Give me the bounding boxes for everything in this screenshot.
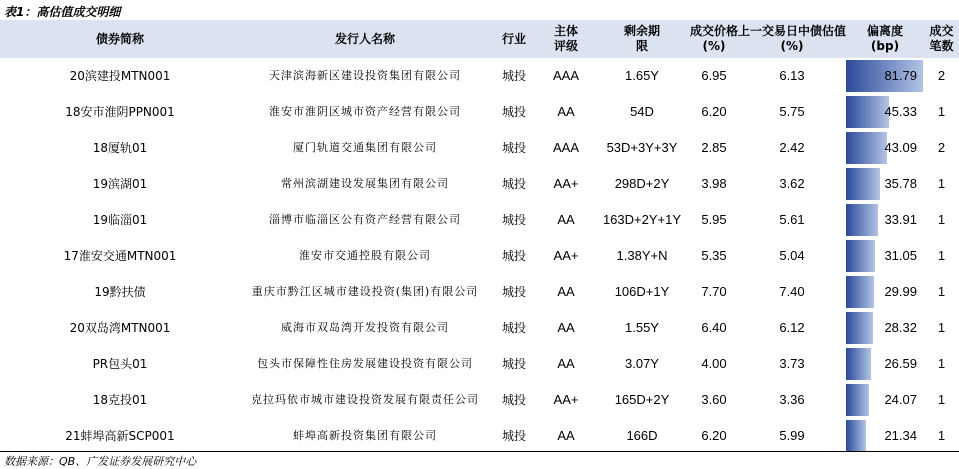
table-row: [0, 238, 959, 274]
prev-valuation-cell: 5.04: [779, 248, 805, 263]
prev-valuation-cell: 3.36: [779, 392, 805, 407]
price-cell: 6.95: [701, 68, 727, 83]
term-cell: 163D+2Y+1Y: [602, 212, 682, 227]
deviation-cell: [846, 274, 924, 310]
issuer-cell: 蚌埠高新投资集团有限公司: [293, 429, 437, 442]
bond-name-cell: 19滨湖01: [92, 177, 148, 191]
rating-cell: AA+: [553, 248, 579, 263]
issuer-cell: 天津滨海新区建设投资集团有限公司: [269, 69, 461, 82]
term-cell: 106D+1Y: [614, 284, 670, 299]
header-rating: 主体评级: [553, 24, 578, 53]
bond-name-cell: 20滨建投MTN001: [69, 69, 171, 83]
rating-cell: AAA: [552, 140, 579, 155]
trade-count-cell: 2: [937, 140, 946, 155]
issuer-cell: 克拉玛依市城市建设投资发展有限责任公司: [251, 393, 479, 406]
deviation-bar: [846, 132, 887, 164]
price-cell: 6.20: [701, 104, 727, 119]
bond-name-cell: 18克投01: [92, 393, 148, 407]
industry-cell: 城投: [501, 321, 526, 335]
issuer-cell: 威海市双岛湾开发投资有限公司: [281, 321, 449, 334]
prev-valuation-cell: 5.99: [779, 428, 805, 443]
price-cell: 6.40: [701, 320, 727, 335]
table-row: [0, 202, 959, 238]
table-row: [0, 310, 959, 346]
deviation-bar: [846, 96, 889, 128]
deviation-cell: [846, 238, 924, 274]
bond-name-cell: 21蚌埠高新SCP001: [65, 429, 175, 443]
deviation-value: 26.59: [884, 356, 917, 371]
deviation-bar: [846, 348, 871, 380]
trade-count-cell: 1: [937, 284, 946, 299]
deviation-cell: [846, 58, 924, 94]
deviation-value: 24.07: [884, 392, 917, 407]
price-cell: 3.60: [701, 392, 727, 407]
term-cell: 165D+2Y: [614, 392, 670, 407]
deviation-cell: [846, 346, 924, 382]
issuer-cell: 淮安市淮阴区城市资产经营有限公司: [269, 105, 461, 118]
issuer-cell: 包头市保障性住房发展建设投资有限公司: [257, 357, 473, 370]
table-row: [0, 58, 959, 94]
term-cell: 1.55Y: [625, 320, 659, 335]
header-prev-valuation: 上一交易日中债估值(%): [738, 24, 847, 53]
prev-valuation-cell: 6.13: [779, 68, 805, 83]
rating-cell: AA+: [553, 176, 579, 191]
table-row: [0, 274, 959, 310]
source-note: 数据来源：QB、广发证券发展研究中心: [4, 455, 197, 468]
price-cell: 2.85: [701, 140, 727, 155]
deviation-value: 28.32: [884, 320, 917, 335]
header-name: 债券简称: [95, 31, 144, 46]
deviation-value: 45.33: [884, 104, 917, 119]
deviation-bar: [846, 168, 880, 200]
table-row: [0, 94, 959, 130]
price-cell: 4.00: [701, 356, 727, 371]
industry-cell: 城投: [501, 177, 526, 191]
prev-valuation-cell: 6.12: [779, 320, 805, 335]
price-cell: 3.98: [701, 176, 727, 191]
trade-count-cell: 1: [937, 392, 946, 407]
deviation-value: 31.05: [884, 248, 917, 263]
header-count: 成交笔数: [929, 24, 954, 53]
table-row: [0, 166, 959, 202]
prev-valuation-cell: 5.61: [779, 212, 805, 227]
industry-cell: 城投: [501, 141, 526, 155]
deviation-value: 43.09: [884, 140, 917, 155]
price-cell: 5.95: [701, 212, 727, 227]
industry-cell: 城投: [501, 357, 526, 371]
deviation-bar: [846, 384, 869, 416]
rating-cell: AA: [557, 356, 575, 371]
header-price: 成交价格(%): [690, 24, 739, 53]
deviation-bar: [846, 312, 873, 344]
issuer-cell: 厦门轨道交通集团有限公司: [293, 141, 437, 154]
term-cell: 1.38Y+N: [616, 248, 668, 263]
trade-count-cell: 1: [937, 212, 946, 227]
issuer-cell: 常州滨湖建设发展集团有限公司: [281, 177, 449, 190]
deviation-cell: [846, 130, 924, 166]
trade-count-cell: 2: [937, 68, 946, 83]
bond-name-cell: 17淮安交通MTN001: [63, 249, 177, 263]
rating-cell: AA: [557, 320, 575, 335]
deviation-bar: [846, 240, 875, 272]
bond-name-cell: 18厦轨01: [92, 141, 148, 155]
industry-cell: 城投: [501, 69, 526, 83]
header-deviation: 偏离度(bp): [866, 24, 903, 53]
trade-count-cell: 1: [937, 104, 946, 119]
rating-cell: AA+: [553, 392, 579, 407]
rating-cell: AA: [557, 284, 575, 299]
table-title: 表1：高估值成交明细: [4, 5, 121, 19]
term-cell: 1.65Y: [625, 68, 659, 83]
price-cell: 7.70: [701, 284, 727, 299]
term-cell: 3.07Y: [625, 356, 659, 371]
deviation-cell: [846, 310, 924, 346]
header-row: [0, 20, 959, 58]
bond-name-cell: 19黔扶债: [94, 285, 146, 299]
prev-valuation-cell: 5.75: [779, 104, 805, 119]
trade-count-cell: 1: [937, 356, 946, 371]
deviation-value: 33.91: [884, 212, 917, 227]
deviation-value: 21.34: [884, 428, 917, 443]
price-cell: 6.20: [701, 428, 727, 443]
industry-cell: 城投: [501, 285, 526, 299]
trade-count-cell: 1: [937, 428, 946, 443]
prev-valuation-cell: 7.40: [779, 284, 805, 299]
rating-cell: AA: [557, 428, 575, 443]
industry-cell: 城投: [501, 213, 526, 227]
industry-cell: 城投: [501, 429, 526, 443]
bond-name-cell: 18安市淮阴PPN001: [65, 105, 175, 119]
header-industry: 行业: [501, 31, 526, 46]
issuer-cell: 淄博市临淄区公有资产经营有限公司: [269, 213, 461, 226]
table-row: [0, 382, 959, 418]
bond-name-cell: 19临淄01: [92, 213, 148, 227]
deviation-cell: [846, 94, 924, 130]
deviation-value: 81.79: [884, 68, 917, 83]
rating-cell: AA: [557, 212, 575, 227]
deviation-bar: [846, 204, 878, 236]
rating-cell: AAA: [552, 68, 579, 83]
bond-name-cell: 20双岛湾MTN001: [69, 321, 171, 335]
issuer-cell: 淮安市交通控股有限公司: [299, 249, 431, 262]
deviation-value: 35.78: [884, 176, 917, 191]
deviation-cell: [846, 202, 924, 238]
term-cell: 298D+2Y: [614, 176, 670, 191]
issuer-cell: 重庆市黔江区城市建设投资(集团)有限公司: [251, 285, 479, 298]
deviation-cell: [846, 418, 924, 454]
trade-count-cell: 1: [937, 248, 946, 263]
term-cell: 53D+3Y+3Y: [606, 140, 678, 155]
table-row: [0, 346, 959, 382]
term-cell: 166D: [626, 428, 658, 443]
valuation-table: [0, 20, 959, 454]
trade-count-cell: 1: [937, 320, 946, 335]
trade-count-cell: 1: [937, 176, 946, 191]
table-row: [0, 130, 959, 166]
industry-cell: 城投: [501, 249, 526, 263]
deviation-value: 29.99: [884, 284, 917, 299]
prev-valuation-cell: 3.73: [779, 356, 805, 371]
header-issuer: 发行人名称: [334, 31, 395, 46]
industry-cell: 城投: [501, 105, 526, 119]
table-row: [0, 418, 959, 454]
deviation-bar: [846, 276, 874, 308]
deviation-cell: [846, 166, 924, 202]
deviation-cell: [846, 382, 924, 418]
rating-cell: AA: [557, 104, 575, 119]
bond-name-cell: PR包头01: [92, 357, 148, 371]
deviation-bar: [846, 420, 866, 452]
bottom-rule: [0, 451, 959, 452]
prev-valuation-cell: 2.42: [779, 140, 805, 155]
prev-valuation-cell: 3.62: [779, 176, 805, 191]
industry-cell: 城投: [501, 393, 526, 407]
header-term: 剩余期限: [624, 24, 661, 53]
term-cell: 54D: [630, 104, 654, 119]
price-cell: 5.35: [701, 248, 727, 263]
